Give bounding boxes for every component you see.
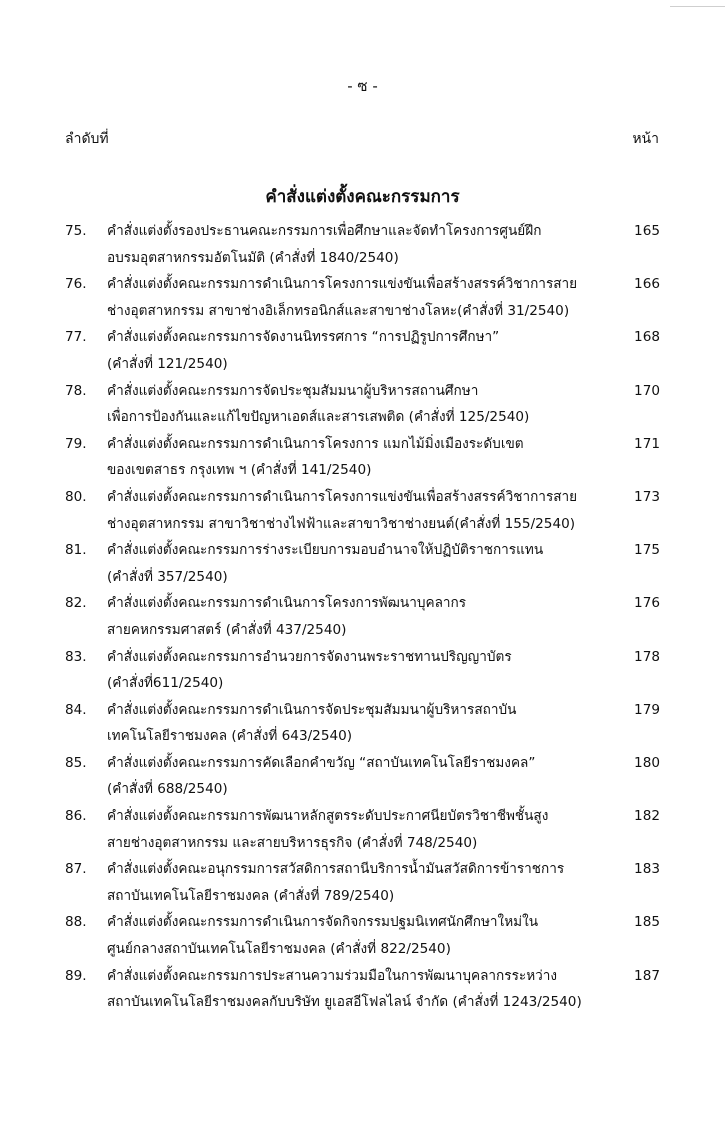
entry-page-number: 187 xyxy=(634,967,660,984)
entry-title-line2: (คำสั่งที่611/2540) xyxy=(107,675,224,692)
toc-entry-list xyxy=(65,218,660,1016)
entry-number: 75. xyxy=(65,223,87,239)
entry-page-number: 183 xyxy=(634,861,660,878)
entry-number: 82. xyxy=(65,595,87,612)
entry-title-line1: คำสั่งแต่งตั้งคณะกรรมการจัดงานนิทรรศการ “การปฏิรูปการศึกษา” xyxy=(107,329,500,346)
entry-title-line1: คำสั่งแต่งตั้งรองประธานคณะกรรมการเพื่อศึกษาและจัดทำโครงการศูนย์ฝึก xyxy=(107,223,542,239)
toc-entry xyxy=(65,537,660,590)
entry-title-line2: (คำสั่งที่ 688/2540) xyxy=(107,781,228,798)
entry-title-line1: คำสั่งแต่งตั้งคณะกรรมการดำเนินการโครงการพัฒนาบุคลากร xyxy=(107,595,467,612)
entry-title-line2: (คำสั่งที่ 357/2540) xyxy=(107,568,228,585)
toc-entry xyxy=(65,750,660,803)
entry-title-line2: ช่างอุตสาหกรรม สาขาช่างอิเล็กทรอนิกส์และสาขาช่างโลหะ(คำสั่งที่ 31/2540) xyxy=(107,302,570,319)
entry-title-line2: ของเขตสาธร กรุงเทพ ฯ (คำสั่งที่ 141/2540) xyxy=(107,462,372,479)
toc-entry xyxy=(65,697,660,750)
entry-page-number: 180 xyxy=(634,754,660,771)
entry-number: 78. xyxy=(65,382,87,399)
scan-edge-line xyxy=(670,6,725,7)
entry-title-line1: คำสั่งแต่งตั้งคณะกรรมการคัดเลือกคำขวัญ “สถาบันเทคโนโลยีราชมงคล” xyxy=(107,754,536,771)
entry-title-line2: ศูนย์กลางสถาบันเทคโนโลยีราชมงคล (คำสั่งที่ 822/2540) xyxy=(107,941,451,958)
entry-title-line2: สายคหกรรมศาสตร์ (คำสั่งที่ 437/2540) xyxy=(107,621,347,638)
entry-number: 79. xyxy=(65,435,87,452)
entry-page-number: 179 xyxy=(634,701,660,718)
entry-page-number: 170 xyxy=(634,382,660,399)
section-title: คำสั่งแต่งตั้งคณะกรรมการ xyxy=(265,187,460,207)
column-header-page: หน้า xyxy=(632,131,659,147)
entry-title-line1: คำสั่งแต่งตั้งคณะกรรมการอำนวยการจัดงานพระราชทานปริญญาบัตร xyxy=(107,648,512,665)
toc-entry xyxy=(65,644,660,697)
entry-page-number: 178 xyxy=(634,648,660,665)
toc-entry xyxy=(65,218,660,271)
entry-title-line1: คำสั่งแต่งตั้งคณะอนุกรรมการสวัสดิการสถานีบริการน้ำมันสวัสดิการข้าราชการ xyxy=(107,861,565,878)
entry-title-line1: คำสั่งแต่งตั้งคณะกรรมการดำเนินการโครงการ แมกไม้มิ่งเมืองระดับเขต xyxy=(107,435,524,452)
entry-page-number: 175 xyxy=(634,542,660,559)
entry-title-line1: คำสั่งแต่งตั้งคณะกรรมการดำเนินการโครงการแข่งขันเพื่อสร้างสรรค์วิชาการสาย xyxy=(107,488,578,505)
column-header-order: ลำดับที่ xyxy=(65,131,109,147)
entry-number: 81. xyxy=(65,542,87,559)
entry-title-line1: คำสั่งแต่งตั้งคณะกรรมการดำเนินการจัดประชุมสัมมนาผู้บริหารสถาบัน xyxy=(107,701,517,718)
toc-entry xyxy=(65,271,660,324)
entry-number: 87. xyxy=(65,861,87,878)
entry-page-number: 171 xyxy=(634,435,660,452)
entry-title-line2: เทคโนโลยีราชมงคล (คำสั่งที่ 643/2540) xyxy=(107,728,353,745)
entry-title-line2: สถาบันเทคโนโลยีราชมงคลกับบริษัท ยูเอสอีโฟลไลน์ จำกัด (คำสั่งที่ 1243/2540) xyxy=(107,994,582,1011)
entry-title-line1: คำสั่งแต่งตั้งคณะกรรมการจัดประชุมสัมมนาผู้บริหารสถานศึกษา xyxy=(107,382,479,399)
toc-entry xyxy=(65,803,660,856)
entry-page-number: 176 xyxy=(634,595,660,612)
toc-entry xyxy=(65,431,660,484)
entry-title-line1: คำสั่งแต่งตั้งคณะกรรมการพัฒนาหลักสูตรระดับประกาศนียบัตรวิชาชีพชั้นสูง xyxy=(107,808,549,825)
entry-page-number: 185 xyxy=(634,914,660,931)
toc-entry xyxy=(65,378,660,431)
entry-number: 86. xyxy=(65,808,87,825)
entry-page-number: 173 xyxy=(634,488,660,505)
entry-number: 88. xyxy=(65,914,87,931)
toc-entry xyxy=(65,963,660,1016)
entry-number: 89. xyxy=(65,967,87,984)
toc-entry xyxy=(65,909,660,962)
entry-title-line2: สายช่างอุตสาหกรรม และสายบริหารธุรกิจ (คำสั่งที่ 748/2540) xyxy=(107,834,478,851)
entry-number: 84. xyxy=(65,701,87,718)
page-marker: - ซ - xyxy=(347,77,378,95)
toc-entry xyxy=(65,484,660,537)
entry-title-line1: คำสั่งแต่งตั้งคณะกรรมการดำเนินการจัดกิจกรรมปฐมนิเทศนักศึกษาใหม่ใน xyxy=(107,914,539,931)
entry-title-line2: อบรมอุตสาหกรรมอัตโนมัติ (คำสั่งที่ 1840/2540) xyxy=(107,249,399,266)
entry-page-number: 168 xyxy=(634,329,660,346)
entry-number: 76. xyxy=(65,276,87,293)
entry-page-number: 166 xyxy=(634,276,660,293)
entry-title-line1: คำสั่งแต่งตั้งคณะกรรมการร่างระเบียบการมอบอำนาจให้ปฏิบัติราชการแทน xyxy=(107,542,544,559)
entry-title-line1: คำสั่งแต่งตั้งคณะกรรมการดำเนินการโครงการแข่งขันเพื่อสร้างสรรค์วิชาการสาย xyxy=(107,276,578,293)
toc-entry xyxy=(65,324,660,377)
entry-title-line2: (คำสั่งที่ 121/2540) xyxy=(107,355,228,372)
toc-entry xyxy=(65,856,660,909)
entry-title-line2: ช่างอุตสาหกรรม สาขาวิชาช่างไฟฟ้าและสาขาวิชาช่างยนต์(คำสั่งที่ 155/2540) xyxy=(107,515,576,532)
entry-page-number: 165 xyxy=(634,223,660,239)
entry-page-number: 182 xyxy=(634,808,660,825)
entry-number: 85. xyxy=(65,754,87,771)
entry-number: 77. xyxy=(65,329,87,346)
entry-title-line2: เพื่อการป้องกันและแก้ไขปัญหาเอดส์และสารเสพติด (คำสั่งที่ 125/2540) xyxy=(107,409,530,426)
entry-title-line2: สถาบันเทคโนโลยีราชมงคล (คำสั่งที่ 789/2540) xyxy=(107,887,395,904)
entry-number: 83. xyxy=(65,648,87,665)
entry-number: 80. xyxy=(65,488,87,505)
entry-title-line1: คำสั่งแต่งตั้งคณะกรรมการประสานความร่วมมือในการพัฒนาบุคลากรระหว่าง xyxy=(107,967,558,984)
toc-entry xyxy=(65,590,660,643)
